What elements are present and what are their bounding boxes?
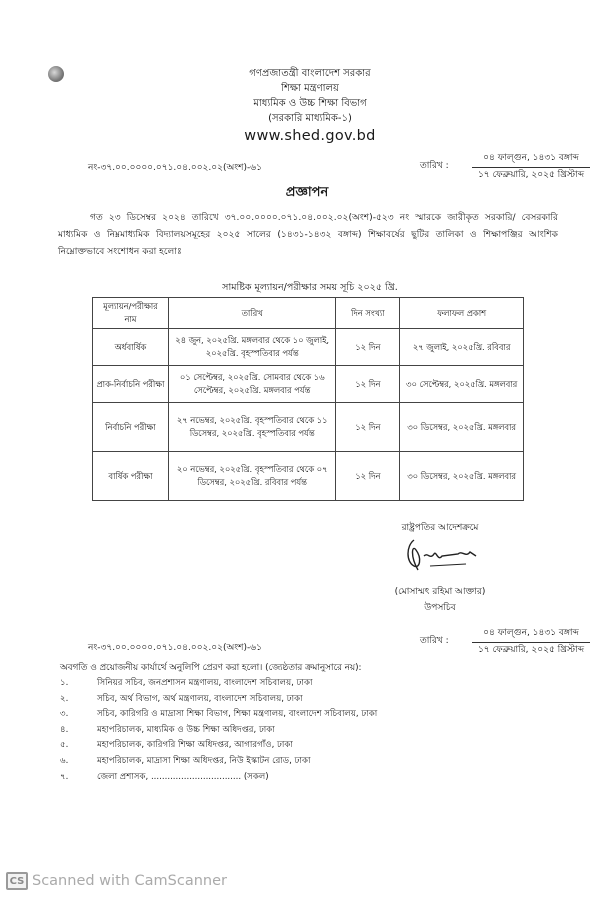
exam-schedule-table <box>92 297 524 501</box>
date-bangla-2: ০৪ ফাল্গুন, ১৪৩১ বঙ্গাব্দ <box>472 625 590 643</box>
list-item <box>60 723 600 739</box>
division-name: মাধ্যমিক ও উচ্চ শিক্ষা বিভাগ <box>253 98 367 109</box>
exam-name: বার্ষিক পরীক্ষা <box>93 452 169 501</box>
exam-name: প্রাক-নির্বাচনি পরীক্ষা <box>93 366 169 403</box>
item-number: ৫. <box>60 740 69 751</box>
item-text: সিনিয়র সচিব, জনপ্রশাসন মন্ত্রণালয়, বাংলাদেশ সচিবালয়, ঢাকা <box>97 678 313 688</box>
item-text: মহাপরিচালক, কারিগরি শিক্ষা অধিদপ্তর, আগারগাঁও, ঢাকা <box>97 740 293 751</box>
govt-name: গণপ্রজাতন্ত্রী বাংলাদেশ সরকার <box>249 68 371 79</box>
list-item <box>60 676 600 692</box>
date-gregorian-2: ১৭ ফেব্রুয়ারি, ২০২৫ খ্রিস্টাব্দ <box>477 645 585 655</box>
table-row <box>93 329 524 366</box>
item-number: ৩. <box>60 709 69 720</box>
table-row <box>93 452 524 501</box>
memo-date <box>420 150 590 180</box>
watermark-text: Scanned with CamScanner <box>32 873 228 889</box>
list-item <box>60 738 600 754</box>
item-text: মহাপরিচালক, মাধ্যমিক ও উচ্চ শিক্ষা অধিদপ্তর, ঢাকা <box>97 724 275 735</box>
exam-days: ১২ দিন <box>336 329 400 366</box>
memo-date-2 <box>420 625 590 655</box>
ministry-name: শিক্ষা মন্ত্রণালয় <box>281 83 339 94</box>
header-exam-name: মূল্যায়ন/পরীক্ষার নাম <box>93 298 169 329</box>
list-item <box>60 754 600 770</box>
camscanner-logo-icon: CS <box>6 872 28 890</box>
distribution-list <box>60 676 600 785</box>
item-text: মহাপরিচালক, মাদ্রাসা শিক্ষা অধিদপ্তর, নিউ ইস্কাটন রোড, ঢাকা <box>97 755 311 766</box>
memo-number-2: নং-৩৭.০০.০০০০.০৭১.০৪.০০২.০২(অংশ)-৬১ <box>88 643 262 653</box>
item-number: ১. <box>60 678 69 688</box>
list-item <box>60 707 600 723</box>
order-line: রাষ্ট্রপতির আদেশক্রমে <box>401 523 479 533</box>
header-date: তারিখ <box>168 298 336 329</box>
header-result: ফলাফল প্রকাশ <box>400 298 524 329</box>
date-label-2: তারিখ : <box>420 636 449 646</box>
punch-hole <box>48 66 64 82</box>
table-row <box>93 403 524 452</box>
item-number: ৪. <box>60 724 69 735</box>
exam-result: ২৭ জুলাই, ২০২৫খ্রি. রবিবার <box>400 329 524 366</box>
exam-date: ২৭ নভেম্বর, ২০২৫খ্রি. বৃহস্পতিবার থেকে ১১ ডিসেম্বর, ২০২৫খ্রি. বৃহস্পতিবার পর্যন্ত <box>168 403 336 452</box>
website-link[interactable]: www.shed.gov.bd <box>244 128 376 144</box>
exam-days: ১২ দিন <box>336 403 400 452</box>
distribution-intro: অবগতি ও প্রয়োজনীয় কার্যার্থে অনুলিপি প্রেরণ করা হলো। (জ্যেষ্ঠতার ক্রমানুসারে নয়): <box>60 663 362 673</box>
section-name: (সরকারি মাধ্যমিক-১) <box>268 113 352 124</box>
signatory-name: (মোসাম্মৎ রহিমা আক্তার) <box>394 587 486 597</box>
exam-name: অর্ধবার্ষিক <box>93 329 169 366</box>
exam-date: ২৪ জুন, ২০২৫খ্রি. মঙ্গলবার থেকে ১০ জুলাই, ২০২৫খ্রি. বৃহস্পতিবার পর্যন্ত <box>168 329 336 366</box>
letterhead <box>160 66 460 146</box>
signatory-designation: উপসচিব <box>424 603 456 613</box>
item-number: ২. <box>60 693 69 704</box>
exam-days: ১২ দিন <box>336 366 400 403</box>
exam-result: ৩০ ডিসেম্বর, ২০২৫খ্রি. মঙ্গলবার <box>400 452 524 501</box>
exam-days: ১২ দিন <box>336 452 400 501</box>
notice-title: প্রজ্ঞাপন <box>285 185 329 200</box>
exam-date: ০১ সেপ্টেম্বর, ২০২৫খ্রি. সোমবার থেকে ১৬ সেপ্টেম্বর, ২০২৫খ্রি. মঙ্গলবার পর্যন্ত <box>168 366 336 403</box>
date-gregorian: ১৭ ফেব্রুয়ারি, ২০২৫ খ্রিস্টাব্দ <box>477 170 585 180</box>
exam-result: ৩০ ডিসেম্বর, ২০২৫খ্রি. মঙ্গলবার <box>400 403 524 452</box>
date-bangla: ০৪ ফাল্গুন, ১৪৩১ বঙ্গাব্দ <box>472 150 590 168</box>
table-row <box>93 366 524 403</box>
item-number: ৬. <box>60 755 69 766</box>
table-header-row <box>93 298 524 329</box>
exam-name: নির্বাচনি পরীক্ষা <box>93 403 169 452</box>
exam-result: ৩০ সেপ্টেম্বর, ২০২৫খ্রি. মঙ্গলবার <box>400 366 524 403</box>
exam-date: ২০ নভেম্বর, ২০২৫খ্রি. বৃহস্পতিবার থেকে ০৭ ডিসেম্বর, ২০২৫খ্রি. রবিবার পর্যন্ত <box>168 452 336 501</box>
item-number: ৭. <box>60 771 69 782</box>
date-label: তারিখ : <box>420 161 449 171</box>
camscanner-watermark <box>6 870 227 892</box>
signature-mark <box>400 536 490 576</box>
table-caption: সামষ্টিক মূল্যায়ন/পরীক্ষার সময় সূচি ২০২৫ খ্রি. <box>222 282 398 293</box>
list-item <box>60 692 600 708</box>
item-text: জেলা প্রশাসক, ................................. (সকল) <box>97 771 269 782</box>
header-days: দিন সংখ্যা <box>336 298 400 329</box>
memo-number: নং-৩৭.০০.০০০০.০৭১.০৪.০০২.০২(অংশ)-৬১ <box>88 163 262 173</box>
item-text: সচিব, অর্থ বিভাগ, অর্থ মন্ত্রণালয়, বাংলাদেশ সচিবালয়, ঢাকা <box>97 693 303 704</box>
paragraph-text: গত ২৩ ডিসেম্বর ২০২৪ তারিখে ৩৭.০০.০০০০.০৭১.০৪.০০২.০২(অংশ)-৫২৩ নং স্মারকে জারীকৃত সরকারি/ বেসরকারি মাধ্যমিক ও নিম্নমাধ্যমিক বিদ্যালয়সমূহের ২০২৫ সালের (১৪৩১-১৪৩২ বঙ্গাব্দ) শিক্ষাবর্ষের ছুটির তালিকা ও শিক্ষাপঞ্জির আংশিক নিম্নোক্তভাবে সংশোধন করা হলোঃ <box>58 213 558 257</box>
list-item <box>60 770 600 786</box>
notice-paragraph <box>58 210 558 261</box>
item-text: সচিব, কারিগরি ও মাদ্রাসা শিক্ষা বিভাগ, শিক্ষা মন্ত্রণালয়, বাংলাদেশ সচিবালয়, ঢাকা <box>97 709 378 720</box>
